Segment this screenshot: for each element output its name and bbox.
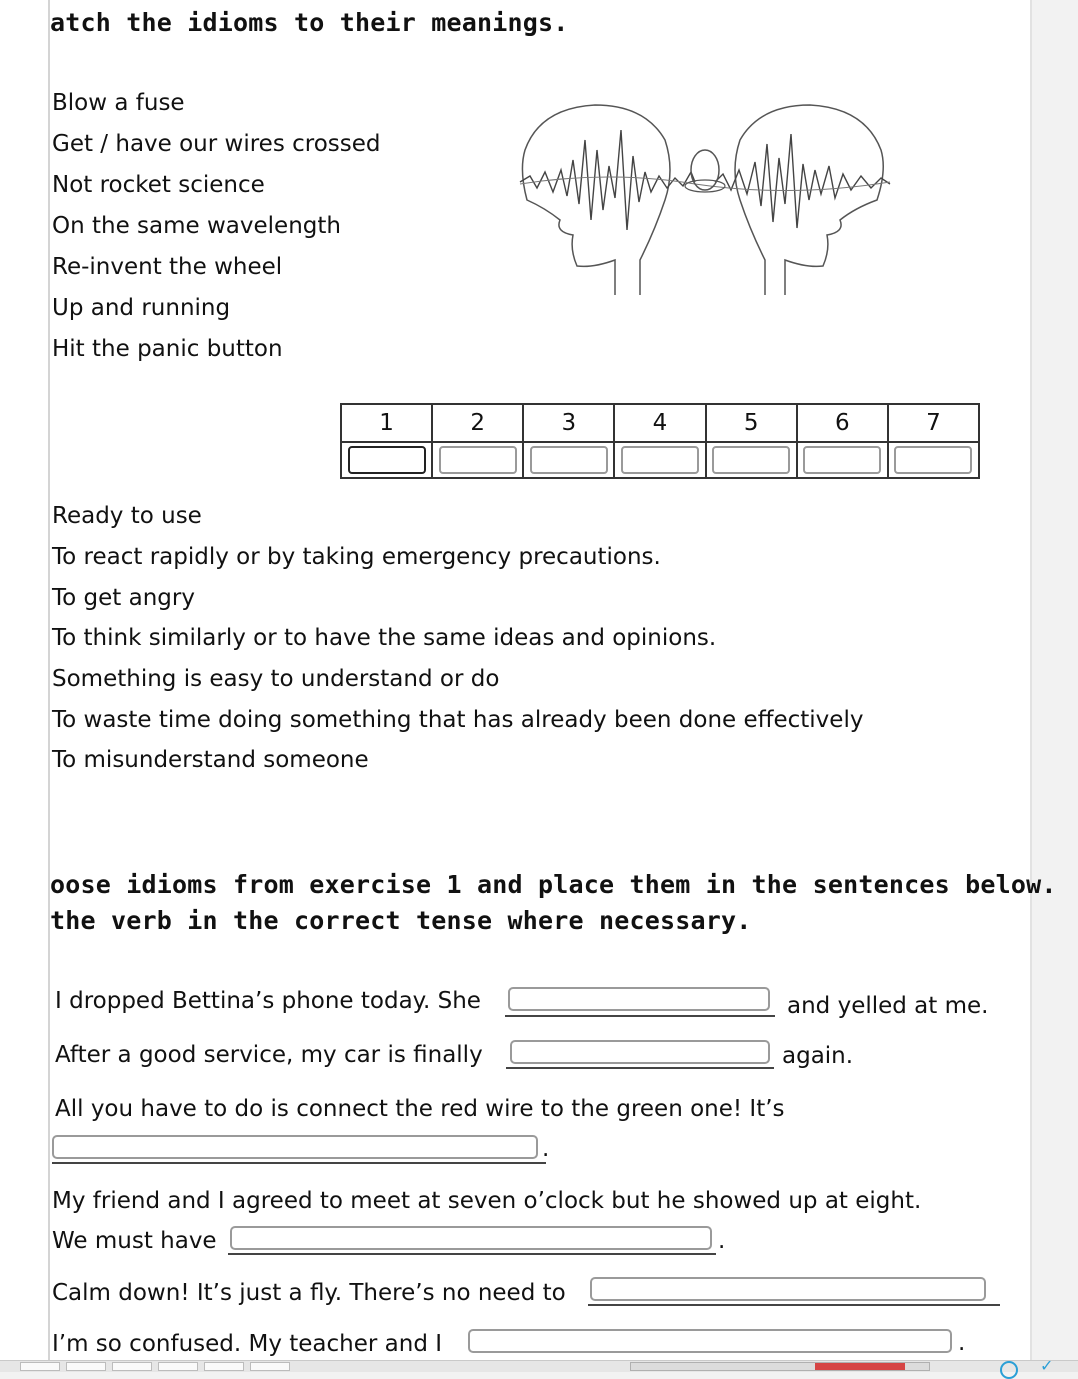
meaning-item: Something is easy to understand or do xyxy=(52,666,500,692)
answer-input-3[interactable] xyxy=(530,446,608,474)
toolbar-button[interactable] xyxy=(250,1362,290,1371)
sentence-5-underline xyxy=(588,1304,1000,1306)
two-heads-brainwave-illustration xyxy=(515,100,895,300)
grid-answer-cell xyxy=(523,442,614,478)
meaning-item: To think similarly or to have the same ideas and opinions. xyxy=(52,625,717,651)
idiom-item: Get / have our wires crossed xyxy=(52,131,381,157)
grid-answer-cell xyxy=(888,442,979,478)
toolbar-button[interactable] xyxy=(204,1362,244,1371)
sentence-5-text: Calm down! It’s just a fly. There’s no need to xyxy=(52,1280,566,1306)
sentence-3-underline xyxy=(52,1162,546,1164)
sentence-1-blank[interactable] xyxy=(508,987,770,1011)
sentence-4-blank[interactable] xyxy=(230,1226,712,1250)
idiom-item: Re-invent the wheel xyxy=(52,254,283,280)
toolbar-button[interactable] xyxy=(66,1362,106,1371)
idiom-item: Hit the panic button xyxy=(52,336,283,362)
sentence-4-period: . xyxy=(718,1228,726,1254)
sentence-1-text: I dropped Bettina’s phone today. She xyxy=(55,988,481,1014)
sentence-6-text: I’m so confused. My teacher and I xyxy=(52,1331,443,1357)
toolbar-button[interactable] xyxy=(112,1362,152,1371)
grid-number: 5 xyxy=(706,404,797,442)
sentence-3-blank[interactable] xyxy=(52,1135,538,1159)
answer-input-5[interactable] xyxy=(712,446,790,474)
idiom-item: Blow a fuse xyxy=(52,90,185,116)
help-circle-icon[interactable] xyxy=(1000,1361,1018,1379)
grid-answer-cell xyxy=(341,442,432,478)
grid-answer-cell xyxy=(614,442,705,478)
answer-input-2[interactable] xyxy=(439,446,517,474)
page-margin-line xyxy=(48,0,50,1371)
sentence-2-underline xyxy=(506,1067,774,1069)
grid-number: 3 xyxy=(523,404,614,442)
grid-number: 2 xyxy=(432,404,523,442)
grid-answer-cell xyxy=(706,442,797,478)
meaning-item: To waste time doing something that has already been done effectively xyxy=(52,707,864,733)
answer-input-7[interactable] xyxy=(894,446,972,474)
grid-number: 1 xyxy=(341,404,432,442)
meaning-item: To react rapidly or by taking emergency precautions. xyxy=(52,544,661,570)
sentence-4-text-line1: My friend and I agreed to meet at seven o’clock but he showed up at eight. xyxy=(52,1188,922,1214)
sentence-2-text: After a good service, my car is finally xyxy=(55,1042,483,1068)
sentence-4-text-line2: We must have xyxy=(52,1228,217,1254)
sentence-3-period: . xyxy=(542,1136,550,1162)
sentence-6-blank[interactable] xyxy=(468,1329,952,1353)
sentence-3-text: All you have to do is connect the red wire to the green one! It’s xyxy=(55,1096,785,1122)
grid-answer-cell xyxy=(797,442,888,478)
answer-input-6[interactable] xyxy=(803,446,881,474)
sentence-2-blank[interactable] xyxy=(510,1040,770,1064)
sentence-6-period: . xyxy=(958,1330,966,1356)
sentence-2-ending: again. xyxy=(782,1043,854,1069)
sentence-1-ending: and yelled at me. xyxy=(787,993,989,1019)
idiom-item: On the same wavelength xyxy=(52,213,341,239)
check-mark-icon[interactable]: ✓ xyxy=(1040,1356,1054,1375)
meaning-item: Ready to use xyxy=(52,503,202,529)
toolbar-button[interactable] xyxy=(20,1362,60,1371)
toolbar-button[interactable] xyxy=(158,1362,198,1371)
sentence-4-underline xyxy=(228,1253,716,1255)
sentence-5-blank[interactable] xyxy=(590,1277,986,1301)
exercise2-heading-line1: oose idioms from exercise 1 and place them in the sentences below. xyxy=(50,870,1057,899)
answer-input-1[interactable] xyxy=(348,446,426,474)
meaning-item: To get angry xyxy=(52,585,195,611)
answer-grid xyxy=(340,403,980,479)
meaning-item: To misunderstand someone xyxy=(52,747,369,773)
exercise2-heading-line2: the verb in the correct tense where necessary. xyxy=(50,906,752,935)
grid-number: 6 xyxy=(797,404,888,442)
exercise1-heading: atch the idioms to their meanings. xyxy=(50,8,569,37)
idiom-item: Not rocket science xyxy=(52,172,265,198)
idiom-item: Up and running xyxy=(52,295,231,321)
grid-number: 4 xyxy=(614,404,705,442)
sentence-1-underline xyxy=(505,1015,775,1017)
toolbar-red-indicator xyxy=(815,1363,905,1370)
grid-number: 7 xyxy=(888,404,979,442)
grid-answer-cell xyxy=(432,442,523,478)
answer-input-4[interactable] xyxy=(621,446,699,474)
